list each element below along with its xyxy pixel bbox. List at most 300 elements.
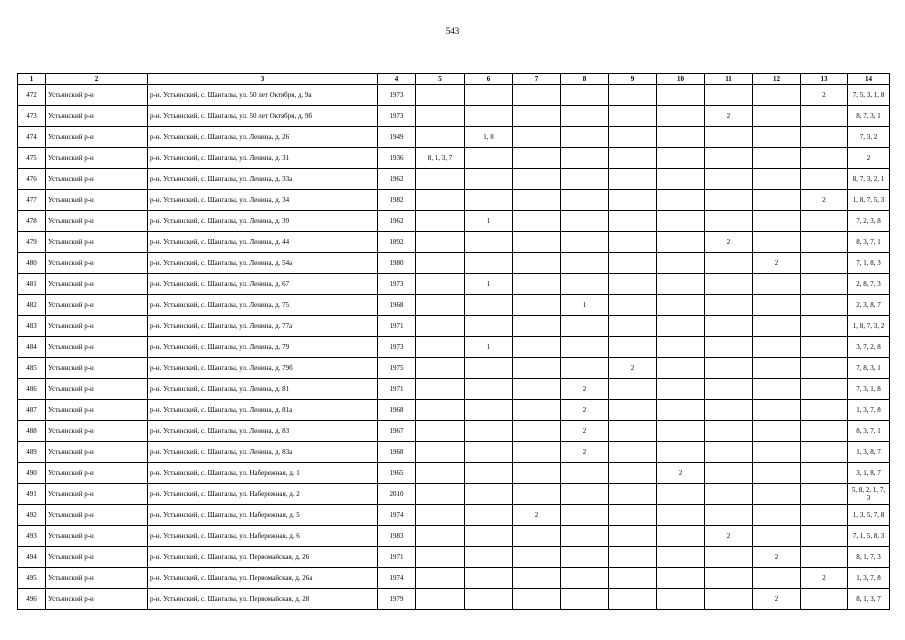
table-cell xyxy=(416,127,465,148)
table-row xyxy=(18,442,890,463)
table-cell xyxy=(561,568,609,589)
table-cell xyxy=(416,358,465,379)
table-cell: 2 xyxy=(801,568,848,589)
table-cell xyxy=(416,568,465,589)
table-cell xyxy=(513,547,561,568)
table-cell xyxy=(705,421,753,442)
table-cell: Устьянский р-н xyxy=(46,232,148,253)
table-cell xyxy=(465,568,513,589)
table-cell: р-н. Устьянский, с. Шангалы, ул. Первомайская, д. 26 xyxy=(148,547,378,568)
table-cell xyxy=(609,400,657,421)
table-cell xyxy=(705,127,753,148)
table-cell xyxy=(513,400,561,421)
table-cell: 1, 8 xyxy=(465,127,513,148)
table-cell xyxy=(801,484,848,505)
table-header-row xyxy=(18,74,890,85)
table-cell xyxy=(657,400,705,421)
table-cell xyxy=(801,274,848,295)
table-cell: 474 xyxy=(18,127,46,148)
table-cell xyxy=(657,568,705,589)
table-cell xyxy=(753,379,801,400)
table-cell: 1968 xyxy=(378,442,416,463)
table-cell xyxy=(609,316,657,337)
table-cell xyxy=(801,421,848,442)
table-cell xyxy=(561,169,609,190)
table-cell: 495 xyxy=(18,568,46,589)
table-cell xyxy=(416,526,465,547)
table-row xyxy=(18,211,890,232)
table-cell xyxy=(801,295,848,316)
table-cell xyxy=(705,589,753,610)
table-cell xyxy=(561,148,609,169)
table-cell xyxy=(416,337,465,358)
table-cell: Устьянский р-н xyxy=(46,589,148,610)
table-cell xyxy=(705,484,753,505)
table-cell: 1967 xyxy=(378,421,416,442)
column-header: 5 xyxy=(416,74,465,85)
table-row xyxy=(18,274,890,295)
table-cell: р-н. Устьянский, с. Шангалы, ул. 50 лет Октября, д. 9б xyxy=(148,106,378,127)
table-cell xyxy=(609,547,657,568)
table-cell xyxy=(465,148,513,169)
table-cell xyxy=(465,421,513,442)
table-row xyxy=(18,127,890,148)
table-cell: Устьянский р-н xyxy=(46,274,148,295)
table-cell xyxy=(657,211,705,232)
table-cell xyxy=(513,295,561,316)
table-cell: 1, 3, 7, 8 xyxy=(848,400,890,421)
table-cell: 1 xyxy=(465,274,513,295)
table-cell xyxy=(465,358,513,379)
table-cell xyxy=(513,169,561,190)
table-cell xyxy=(609,526,657,547)
table-cell xyxy=(705,337,753,358)
table-cell: 1949 xyxy=(378,127,416,148)
table-cell: р-н. Устьянский, с. Шангалы, ул. Ленина, д. 79 xyxy=(148,337,378,358)
table-cell: 1980 xyxy=(378,253,416,274)
table-cell: р-н. Устьянский, с. Шангалы, ул. Первомайская, д. 28 xyxy=(148,589,378,610)
table-cell xyxy=(609,148,657,169)
table-cell xyxy=(465,484,513,505)
table-cell: 2 xyxy=(705,526,753,547)
table-cell xyxy=(513,148,561,169)
table-cell xyxy=(753,442,801,463)
table-cell xyxy=(416,85,465,106)
table-row xyxy=(18,85,890,106)
table-cell xyxy=(753,400,801,421)
table-cell xyxy=(561,337,609,358)
table-cell xyxy=(801,337,848,358)
table-cell xyxy=(416,547,465,568)
table-cell: 1968 xyxy=(378,295,416,316)
table-cell xyxy=(753,85,801,106)
table-cell: р-н. Устьянский, с. Шангалы, ул. Ленина, д. 83а xyxy=(148,442,378,463)
table-cell xyxy=(513,232,561,253)
table-cell: 2 xyxy=(705,106,753,127)
register-table xyxy=(17,73,890,610)
table-cell: 2010 xyxy=(378,484,416,505)
table-cell xyxy=(416,190,465,211)
table-cell: р-н. Устьянский, с. Шангалы, ул. Ленина, д. 75 xyxy=(148,295,378,316)
table-cell: Устьянский р-н xyxy=(46,337,148,358)
table-cell: Устьянский р-н xyxy=(46,316,148,337)
table-cell xyxy=(609,505,657,526)
table-cell xyxy=(609,106,657,127)
table-cell: 496 xyxy=(18,589,46,610)
table-row xyxy=(18,253,890,274)
table-cell: 1965 xyxy=(378,463,416,484)
table-cell: 1, 8, 7, 3, 2 xyxy=(848,316,890,337)
table-cell xyxy=(465,253,513,274)
table-row xyxy=(18,337,890,358)
table-cell: р-н. Устьянский, с. Шангалы, ул. Ленина, д. 39 xyxy=(148,211,378,232)
table-cell: 2 xyxy=(561,379,609,400)
table-cell: 8, 3, 7, 1 xyxy=(848,421,890,442)
table-cell: 2 xyxy=(705,232,753,253)
column-header: 1 xyxy=(18,74,46,85)
table-cell xyxy=(609,253,657,274)
table-cell xyxy=(657,85,705,106)
table-cell xyxy=(705,295,753,316)
table-cell: 1974 xyxy=(378,568,416,589)
table-cell xyxy=(753,169,801,190)
table-cell xyxy=(561,547,609,568)
table-cell xyxy=(609,211,657,232)
table-cell: 1, 3, 5, 7, 8 xyxy=(848,505,890,526)
table-cell: р-н. Устьянский, с. Шангалы, ул. 50 лет Октября, д. 9а xyxy=(148,85,378,106)
table-cell xyxy=(657,274,705,295)
table-cell xyxy=(753,211,801,232)
table-cell: р-н. Устьянский, с. Шангалы, ул. Набережная, д. 1 xyxy=(148,463,378,484)
table-cell: 7, 8, 3, 1 xyxy=(848,358,890,379)
table-cell: 1, 3, 7, 8 xyxy=(848,568,890,589)
table-cell: Устьянский р-н xyxy=(46,421,148,442)
table-cell xyxy=(416,274,465,295)
table-cell xyxy=(465,547,513,568)
table-cell xyxy=(609,190,657,211)
table-cell: Устьянский р-н xyxy=(46,127,148,148)
table-cell: Устьянский р-н xyxy=(46,190,148,211)
table-row xyxy=(18,421,890,442)
table-cell xyxy=(513,463,561,484)
table-cell: Устьянский р-н xyxy=(46,463,148,484)
table-cell: 475 xyxy=(18,148,46,169)
table-cell xyxy=(801,106,848,127)
table-cell xyxy=(561,190,609,211)
table-cell: 2 xyxy=(753,589,801,610)
table-cell: р-н. Устьянский, с. Шангалы, ул. Набережная, д. 5 xyxy=(148,505,378,526)
table-cell xyxy=(513,421,561,442)
table-cell: 8, 1, 3, 7 xyxy=(416,148,465,169)
table-cell xyxy=(801,547,848,568)
table-cell xyxy=(657,547,705,568)
table-cell: Устьянский р-н xyxy=(46,148,148,169)
table-cell xyxy=(705,211,753,232)
table-cell: 1975 xyxy=(378,358,416,379)
table-cell xyxy=(561,232,609,253)
table-cell xyxy=(753,358,801,379)
table-cell xyxy=(465,379,513,400)
table-cell: 1962 xyxy=(378,169,416,190)
table-cell: 1973 xyxy=(378,106,416,127)
table-cell: 8, 1, 7, 3 xyxy=(848,547,890,568)
table-cell xyxy=(609,127,657,148)
table-cell xyxy=(561,211,609,232)
table-cell xyxy=(657,253,705,274)
table-cell xyxy=(705,358,753,379)
table-cell: 1983 xyxy=(378,526,416,547)
table-row xyxy=(18,232,890,253)
table-cell: 1982 xyxy=(378,190,416,211)
table-cell: 3, 7, 2, 8 xyxy=(848,337,890,358)
table-cell: 8, 7, 3, 2, 1 xyxy=(848,169,890,190)
table-row xyxy=(18,526,890,547)
table-cell: 1 xyxy=(465,211,513,232)
table-cell: 2 xyxy=(561,421,609,442)
table-cell xyxy=(657,589,705,610)
table-cell xyxy=(416,211,465,232)
table-cell xyxy=(513,358,561,379)
table-cell xyxy=(416,295,465,316)
table-cell xyxy=(705,463,753,484)
table-cell xyxy=(609,568,657,589)
table-cell xyxy=(705,190,753,211)
table-cell xyxy=(416,421,465,442)
table-cell xyxy=(657,106,705,127)
table-cell: 2 xyxy=(561,442,609,463)
table-cell xyxy=(705,505,753,526)
table-cell: 2 xyxy=(609,358,657,379)
table-cell: 1973 xyxy=(378,337,416,358)
column-header: 6 xyxy=(465,74,513,85)
column-header: 8 xyxy=(561,74,609,85)
table-cell: р-н. Устьянский, с. Шангалы, ул. Ленина, д. 79б xyxy=(148,358,378,379)
table-cell: 2, 8, 7, 3 xyxy=(848,274,890,295)
table-cell xyxy=(753,526,801,547)
table-row xyxy=(18,148,890,169)
table-cell xyxy=(513,274,561,295)
table-cell xyxy=(513,253,561,274)
table-cell xyxy=(513,379,561,400)
table-cell xyxy=(561,316,609,337)
table-cell: р-н. Устьянский, с. Шангалы, ул. Ленина, д. 31 xyxy=(148,148,378,169)
table-cell xyxy=(753,148,801,169)
table-cell xyxy=(465,400,513,421)
table-cell xyxy=(657,505,705,526)
table-cell xyxy=(657,148,705,169)
table-cell xyxy=(561,526,609,547)
table-cell xyxy=(513,484,561,505)
table-cell: 2 xyxy=(513,505,561,526)
table-cell xyxy=(657,484,705,505)
table-cell: 7, 2, 3, 8 xyxy=(848,211,890,232)
table-cell: р-н. Устьянский, с. Шангалы, ул. Ленина, д. 54а xyxy=(148,253,378,274)
table-cell xyxy=(561,484,609,505)
column-header: 11 xyxy=(705,74,753,85)
table-cell: 2 xyxy=(753,547,801,568)
table-cell: 1 xyxy=(465,337,513,358)
table-cell: 476 xyxy=(18,169,46,190)
table-cell xyxy=(801,379,848,400)
table-cell xyxy=(657,190,705,211)
table-cell: 3, 1, 8, 7 xyxy=(848,463,890,484)
table-cell xyxy=(657,358,705,379)
table-cell xyxy=(416,169,465,190)
table-cell: 480 xyxy=(18,253,46,274)
table-row xyxy=(18,316,890,337)
table-cell: 1979 xyxy=(378,589,416,610)
table-cell: Устьянский р-н xyxy=(46,400,148,421)
table-cell: р-н. Устьянский, с. Шангалы, ул. Ленина, д. 44 xyxy=(148,232,378,253)
table-cell xyxy=(609,232,657,253)
table-row xyxy=(18,379,890,400)
table-cell: р-н. Устьянский, с. Шангалы, ул. Первомайская, д. 26а xyxy=(148,568,378,589)
table-cell: 2 xyxy=(848,148,890,169)
table-cell xyxy=(705,85,753,106)
table-cell: 489 xyxy=(18,442,46,463)
table-cell: 7, 1, 8, 3 xyxy=(848,253,890,274)
column-header: 14 xyxy=(848,74,890,85)
table-cell xyxy=(416,505,465,526)
table-cell xyxy=(465,169,513,190)
table-cell: 2 xyxy=(657,463,705,484)
table-cell xyxy=(416,400,465,421)
table-row xyxy=(18,106,890,127)
column-header: 13 xyxy=(801,74,848,85)
table-cell xyxy=(801,253,848,274)
table-cell: 1971 xyxy=(378,547,416,568)
table-cell: р-н. Устьянский, с. Шангалы, ул. Ленина, д. 81 xyxy=(148,379,378,400)
table-row xyxy=(18,358,890,379)
table-cell: 490 xyxy=(18,463,46,484)
table-cell: 2 xyxy=(801,85,848,106)
table-cell xyxy=(801,358,848,379)
table-row xyxy=(18,547,890,568)
table-cell xyxy=(657,232,705,253)
table-cell: 1 xyxy=(561,295,609,316)
table-cell xyxy=(801,127,848,148)
table-cell xyxy=(801,442,848,463)
table-cell: 494 xyxy=(18,547,46,568)
table-cell xyxy=(609,169,657,190)
table-cell xyxy=(416,106,465,127)
table-cell: Устьянский р-н xyxy=(46,211,148,232)
table-cell xyxy=(561,106,609,127)
table-cell: Устьянский р-н xyxy=(46,484,148,505)
table-cell xyxy=(465,316,513,337)
table-cell xyxy=(513,85,561,106)
table-cell: 491 xyxy=(18,484,46,505)
table-cell xyxy=(465,295,513,316)
table-cell xyxy=(609,274,657,295)
table-cell: Устьянский р-н xyxy=(46,253,148,274)
table-cell: Устьянский р-н xyxy=(46,358,148,379)
table-cell xyxy=(416,442,465,463)
table-cell xyxy=(705,379,753,400)
table-cell: 483 xyxy=(18,316,46,337)
table-cell xyxy=(609,295,657,316)
table-cell: Устьянский р-н xyxy=(46,505,148,526)
table-cell: 488 xyxy=(18,421,46,442)
table-cell: 1971 xyxy=(378,316,416,337)
table-cell xyxy=(705,400,753,421)
table-cell xyxy=(513,190,561,211)
table-cell: 477 xyxy=(18,190,46,211)
table-cell: 486 xyxy=(18,379,46,400)
table-cell xyxy=(705,568,753,589)
table-cell: 479 xyxy=(18,232,46,253)
table-cell: 492 xyxy=(18,505,46,526)
table-cell xyxy=(801,526,848,547)
table-cell xyxy=(657,337,705,358)
table-cell xyxy=(609,85,657,106)
table-cell xyxy=(657,169,705,190)
table-cell: р-н. Устьянский, с. Шангалы, ул. Набережная, д. 6 xyxy=(148,526,378,547)
table-cell: р-н. Устьянский, с. Шангалы, ул. Набережная, д. 2 xyxy=(148,484,378,505)
table-cell xyxy=(513,589,561,610)
table-cell xyxy=(465,190,513,211)
table-cell xyxy=(753,295,801,316)
table-cell xyxy=(705,547,753,568)
table-cell xyxy=(753,568,801,589)
table-cell xyxy=(609,421,657,442)
table-cell xyxy=(657,127,705,148)
table-cell: Устьянский р-н xyxy=(46,106,148,127)
table-cell xyxy=(753,316,801,337)
table-cell: 8, 3, 7, 1 xyxy=(848,232,890,253)
page-number: 543 xyxy=(445,26,460,36)
table-cell xyxy=(465,85,513,106)
table-cell xyxy=(465,442,513,463)
table-cell: 1, 3, 8, 7 xyxy=(848,442,890,463)
table-cell xyxy=(657,295,705,316)
table-cell xyxy=(657,379,705,400)
table-cell xyxy=(657,316,705,337)
table-row xyxy=(18,484,890,505)
table-cell xyxy=(561,589,609,610)
table-cell xyxy=(609,589,657,610)
table-cell: Устьянский р-н xyxy=(46,547,148,568)
table-cell: Устьянский р-н xyxy=(46,295,148,316)
table-cell xyxy=(513,127,561,148)
table-cell xyxy=(513,337,561,358)
table-cell xyxy=(801,169,848,190)
table-cell xyxy=(561,358,609,379)
table-cell: р-н. Устьянский, с. Шангалы, ул. Ленина, д. 81а xyxy=(148,400,378,421)
table-cell xyxy=(801,589,848,610)
table-cell: 1973 xyxy=(378,85,416,106)
table-cell xyxy=(416,253,465,274)
table-cell: 485 xyxy=(18,358,46,379)
table-cell: 8, 7, 3, 1 xyxy=(848,106,890,127)
table-cell: Устьянский р-н xyxy=(46,526,148,547)
table-cell xyxy=(705,274,753,295)
table-cell: р-н. Устьянский, с. Шангалы, ул. Ленина, д. 77а xyxy=(148,316,378,337)
table-row xyxy=(18,568,890,589)
table-cell: 1936 xyxy=(378,148,416,169)
table-cell xyxy=(465,526,513,547)
table-cell xyxy=(513,211,561,232)
table-cell xyxy=(657,442,705,463)
table-cell: Устьянский р-н xyxy=(46,169,148,190)
table-cell xyxy=(753,505,801,526)
table-cell xyxy=(753,421,801,442)
table-cell xyxy=(561,253,609,274)
table-cell xyxy=(801,232,848,253)
table-cell xyxy=(609,463,657,484)
table-cell xyxy=(753,106,801,127)
table-cell xyxy=(416,484,465,505)
